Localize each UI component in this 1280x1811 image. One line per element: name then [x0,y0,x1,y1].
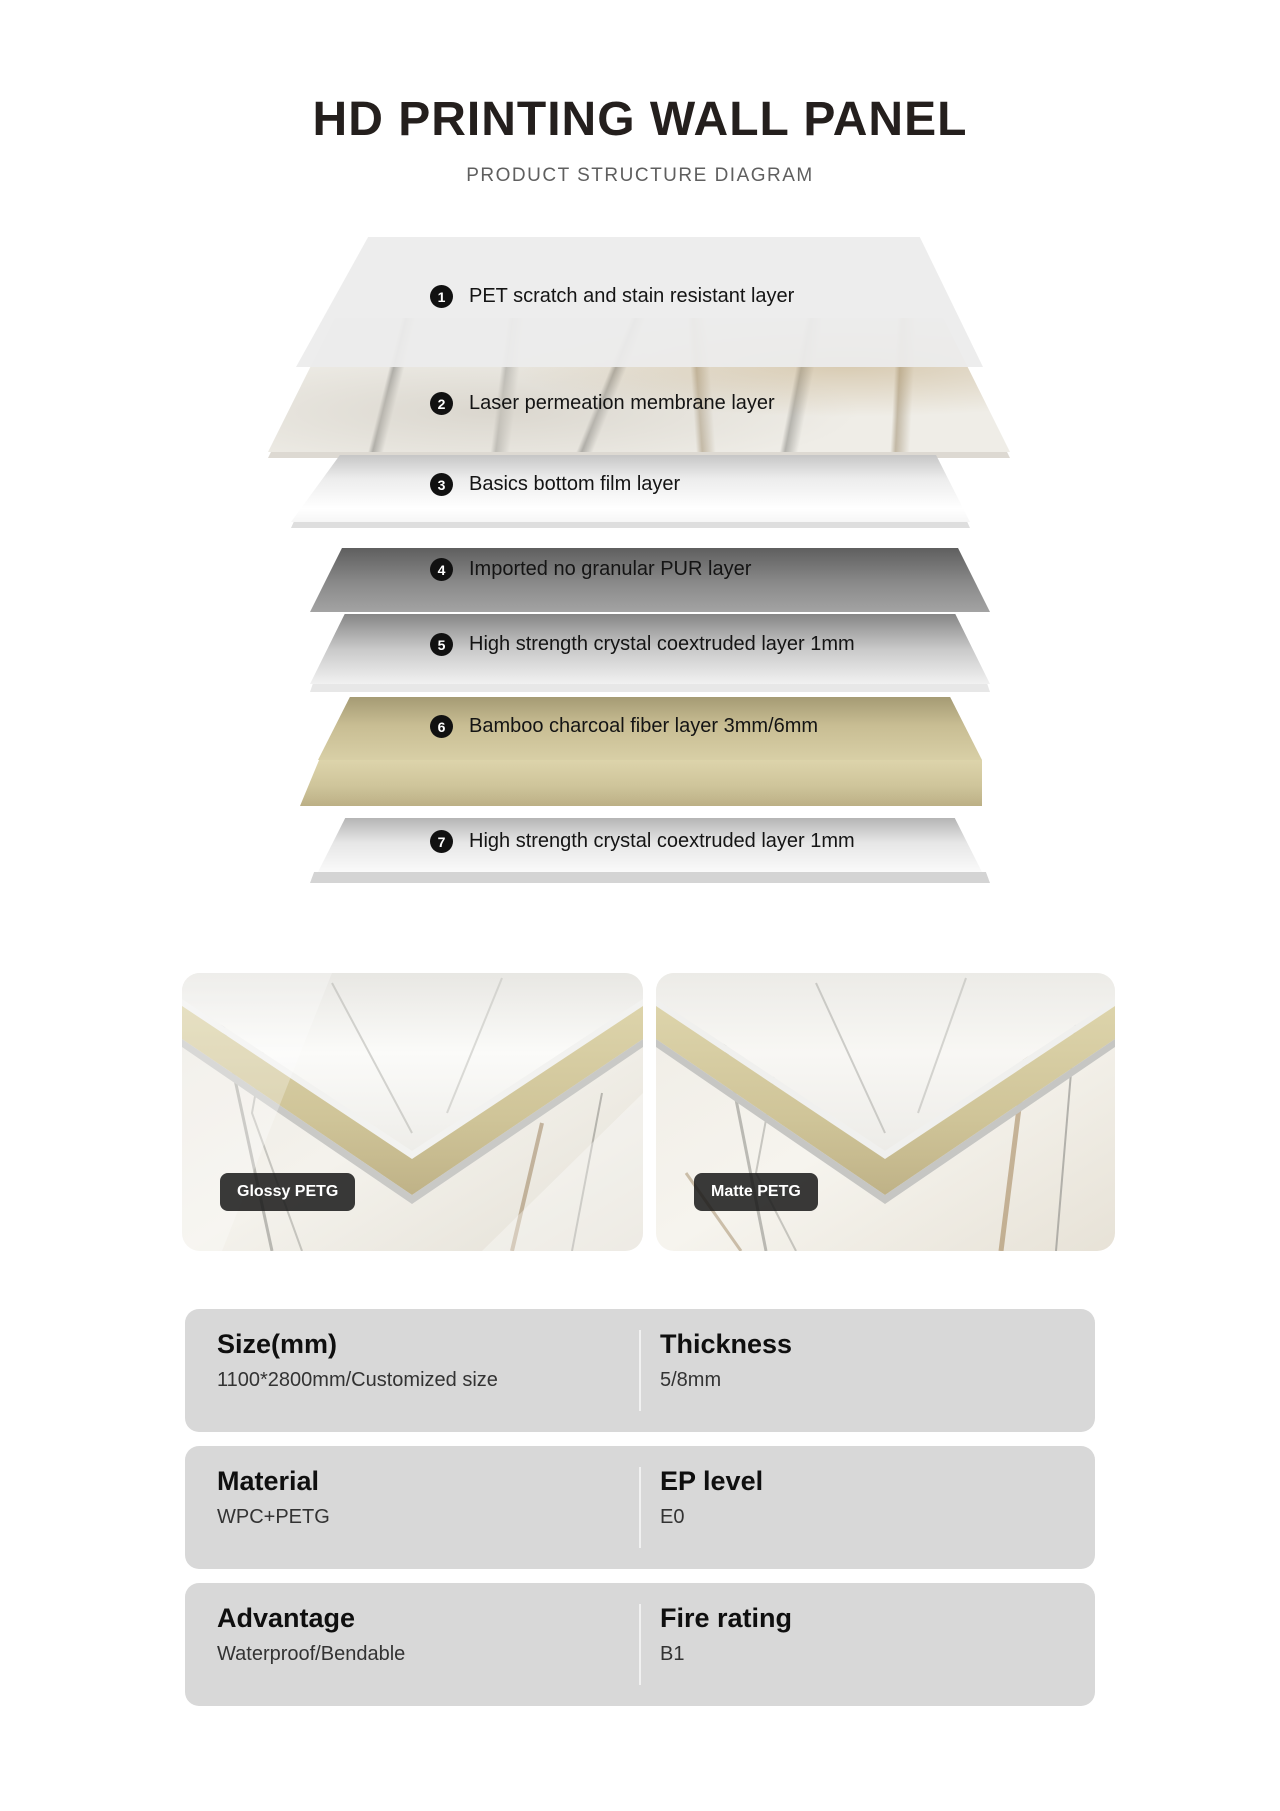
spec-ep-level-label: EP level [660,1466,764,1496]
spec-advantage [217,1583,617,1706]
spec-card-size-thickness [185,1309,1095,1432]
layer-5-text: High strength crystal coextruded layer 1mm [469,633,855,655]
number-4-icon: 4 [430,558,453,581]
page-title: HD PRINTING WALL PANEL [312,93,968,146]
layer-2-text: Laser permeation membrane layer [469,392,775,414]
spec-material-value: WPC+PETG [217,1506,330,1528]
number-7-icon: 7 [430,830,453,853]
sample-badge-matte: Matte PETG [694,1173,818,1211]
layer-4-text: Imported no granular PUR layer [469,558,752,580]
page-subtitle: PRODUCT STRUCTURE DIAGRAM [466,165,814,186]
layer-6-text: Bamboo charcoal fiber layer 3mm/6mm [469,715,819,737]
spec-advantage-value: Waterproof/Bendable [217,1643,406,1665]
divider [639,1467,641,1548]
number-2-icon: 2 [430,392,453,415]
spec-ep-level [660,1446,1060,1569]
spec-ep-level-value: E0 [660,1506,685,1528]
layer-label-7 [430,830,855,853]
layer-label-5 [430,633,855,656]
sample-photo-glossy [182,973,643,1251]
layer-label-3 [430,473,680,496]
divider [639,1330,641,1411]
layer-label-6 [430,715,818,738]
spec-size-label: Size(mm) [217,1329,338,1359]
spec-thickness [660,1309,1060,1432]
layer-3-panel-edge [291,522,970,528]
spec-advantage-label: Advantage [217,1603,356,1633]
layer-label-2 [430,392,775,415]
layer-label-4 [430,558,751,581]
spec-size [217,1309,617,1432]
number-6-icon: 6 [430,715,453,738]
layer-6-panel-front [300,760,982,806]
divider [639,1604,641,1685]
spec-card-material-ep [185,1446,1095,1569]
number-5-icon: 5 [430,633,453,656]
layer-7-text: High strength crystal coextruded layer 1mm [469,830,855,852]
layer-label-1 [430,285,794,308]
spec-thickness-value: 5/8mm [660,1369,722,1391]
number-3-icon: 3 [430,473,453,496]
layer-1-text: PET scratch and stain resistant layer [469,285,795,307]
layer-3-text: Basics bottom film layer [469,473,681,495]
spec-fire-rating [660,1583,1060,1706]
spec-material [217,1446,617,1569]
spec-fire-rating-label: Fire rating [660,1603,793,1633]
number-1-icon: 1 [430,285,453,308]
spec-fire-rating-value: B1 [660,1643,685,1665]
spec-material-label: Material [217,1466,320,1496]
spec-thickness-label: Thickness [660,1329,793,1359]
sample-badge-glossy: Glossy PETG [220,1173,355,1211]
sample-photo-matte [656,973,1115,1251]
layer-7-panel-edge [310,872,990,883]
spec-card-advantage-fire [185,1583,1095,1706]
spec-size-value: 1100*2800mm/Customized size [217,1369,498,1391]
layer-5-panel-edge [310,684,990,692]
